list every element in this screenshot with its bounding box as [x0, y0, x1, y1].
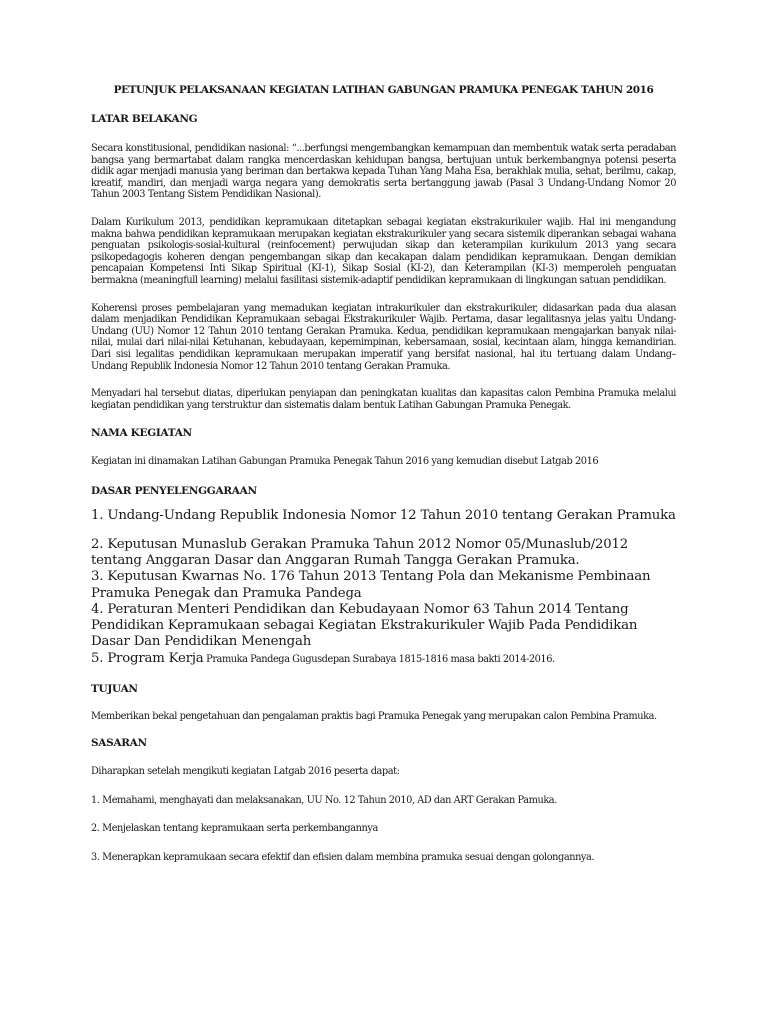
- sasaran-item-1: 1. Memahami, menghayati dan melaksanakan, UU No. 12 Tahun 2010, AD dan ART Gerakan Pamuka.: [91, 794, 557, 806]
- paragraph-latar-3: Koherensi proses pembelajaran yang memadukan kegiatan intrakurikuler dan ekstrakurikuler, didasarkan pada dua alasan dalam menjadikan Pendidikan Kepramukaan sebagai Ekstrakurikuler Wajib. Pertama, dasar legalitasnya jelas yaitu Undang-Undang (UU) Nomor 12 Tahun 2010 tentang Gerakan Pramuka. Kedua, pendidikan kepramukaan mengajarkan banyak nilai-nilai, mulai dari nilai-nilai Ketuhanan, kebudayaan, kepemimpinan, kebersamaan, sosial, kecintaan alam, hingga kemandirian. Dari sisi legalitas pendidikan kepramukaan merupakan imperatif yang bersifat nasional, hal itu tertuang dalam Undang–Undang Republik Indonesia Nomor 12 Tahun 2010 tentang Gerakan Pramuka.: [91, 302, 676, 372]
- heading-sasaran: SASARAN: [91, 737, 147, 750]
- sasaran-item-3: 3. Menerapkan kepramukaan secara efektif dan efisien dalam membina pramuka sesuai dengan golongannya.: [91, 852, 595, 864]
- dasar-item-1: 1. Undang-Undang Republik Indonesia Nomor 12 Tahun 2010 tentang Gerakan Pramuka: [91, 507, 676, 523]
- document-page: [91, 84, 676, 864]
- paragraph-latar-1: Secara konstitusional, pendidikan nasional: “...berfungsi mengembangkan kemampuan dan membentuk watak serta peradaban bangsa yang bermartabat dalam rangka mencerdaskan kehidupan bangsa, bertujuan untuk berkembangnya potensi peserta didik agar menjadi manusia yang beriman dan bertakwa kepada Tuhan Yang Maha Esa, berakhlak mulia, sehat, berilmu, cakap, kreatif, mandiri, dan menjadi warga negara yang demokratis serta bertanggung jawab (Pasal 3 Undang-Undang Nomor 20 Tahun 2003 Tentang Sistem Pendidikan Nasional).: [91, 143, 676, 201]
- document-title: PETUNJUK PELAKSANAAN KEGIATAN LATIHAN GABUNGAN PRAMUKA PENEGAK TAHUN 2016: [113, 84, 654, 96]
- heading-nama-kegiatan: NAMA KEGIATAN: [91, 427, 192, 440]
- dasar-item-5-small: Pramuka Pandega Gugusdepan Surabaya 1815-1816 masa bakti 2014-2016.: [203, 653, 555, 665]
- heading-dasar-penyelenggaraan: DASAR PENYELENGGARAAN: [91, 484, 257, 497]
- paragraph-latar-2: Dalam Kurikulum 2013, pendidikan kepramukaan ditetapkan sebagai kegiatan ekstrakurikuler wajib. Hal ini mengandung makna bahwa pendidikan kepramukaan merupakan kegiatan ekstrakurikuler yang secara sistemik diperankan sebagai wahana penguatan psikologis-sosial-kultural (reinfocement) perwujudan sikap dan keterampilan kurikulum 2013 yang secara psikopedagogis koheren dengan pengembangan sikap dan kecakapan dalam pendidikan kepramukaan. Dengan demikian pencapaian Kompetensi Inti Sikap Spiritual (KI-1), Sikap Sosial (KI-2), dan Keterampilan (KI-3) memperoleh penguatan bermakna (meaningfull learning) melalui fasilitasi sistemik-adaptif pendidikan kepramukaan di lingkungan satuan pendidikan.: [91, 216, 676, 286]
- heading-tujuan: TUJUAN: [91, 682, 138, 695]
- dasar-item-4: 4. Peraturan Menteri Pendidikan dan Kebudayaan Nomor 63 Tahun 2014 Tentang Pendidikan Kepramukaan sebagai Kegiatan Ekstrakurikuler Wajib Pada Pendidikan Dasar Dan Pendidikan Menengah: [91, 601, 638, 650]
- paragraph-sasaran-intro: Diharapkan setelah mengikuti kegiatan Latgab 2016 peserta dapat:: [91, 766, 400, 778]
- dasar-item-5-large: 5. Program Kerja: [91, 650, 204, 666]
- paragraph-latar-4: Menyadari hal tersebut diatas, diperlukan penyiapan dan peningkatan kualitas dan kapasitas calon Pembina Pramuka melalui kegiatan pendidikan yang terstruktur dan sistematis dalam bentuk Latihan Gabungan Pramuka Penegak.: [91, 388, 676, 411]
- dasar-item-3: 3. Keputusan Kwarnas No. 176 Tahun 2013 Tentang Pola dan Mekanisme Pembinaan Pramuka Penegak dan Pramuka Pandega: [91, 569, 651, 601]
- dasar-item-2: 2. Keputusan Munaslub Gerakan Pramuka Tahun 2012 Nomor 05/Munaslub/2012 tentang Anggaran Dasar dan Anggaran Rumah Tangga Gerakan Pramuka.: [91, 537, 629, 569]
- dasar-item-5: [91, 651, 676, 668]
- sasaran-item-2: 2. Menjelaskan tentang kepramukaan serta perkembangannya: [91, 823, 378, 835]
- paragraph-tujuan: Memberikan bekal pengetahuan dan pengalaman praktis bagi Pramuka Penegak yang merupakan calon Pembina Pramuka.: [91, 710, 657, 722]
- paragraph-nama-kegiatan: Kegiatan ini dinamakan Latihan Gabungan Pramuka Penegak Tahun 2016 yang kemudian disebut Latgab 2016: [91, 456, 599, 468]
- heading-latar-belakang: LATAR BELAKANG: [91, 113, 198, 125]
